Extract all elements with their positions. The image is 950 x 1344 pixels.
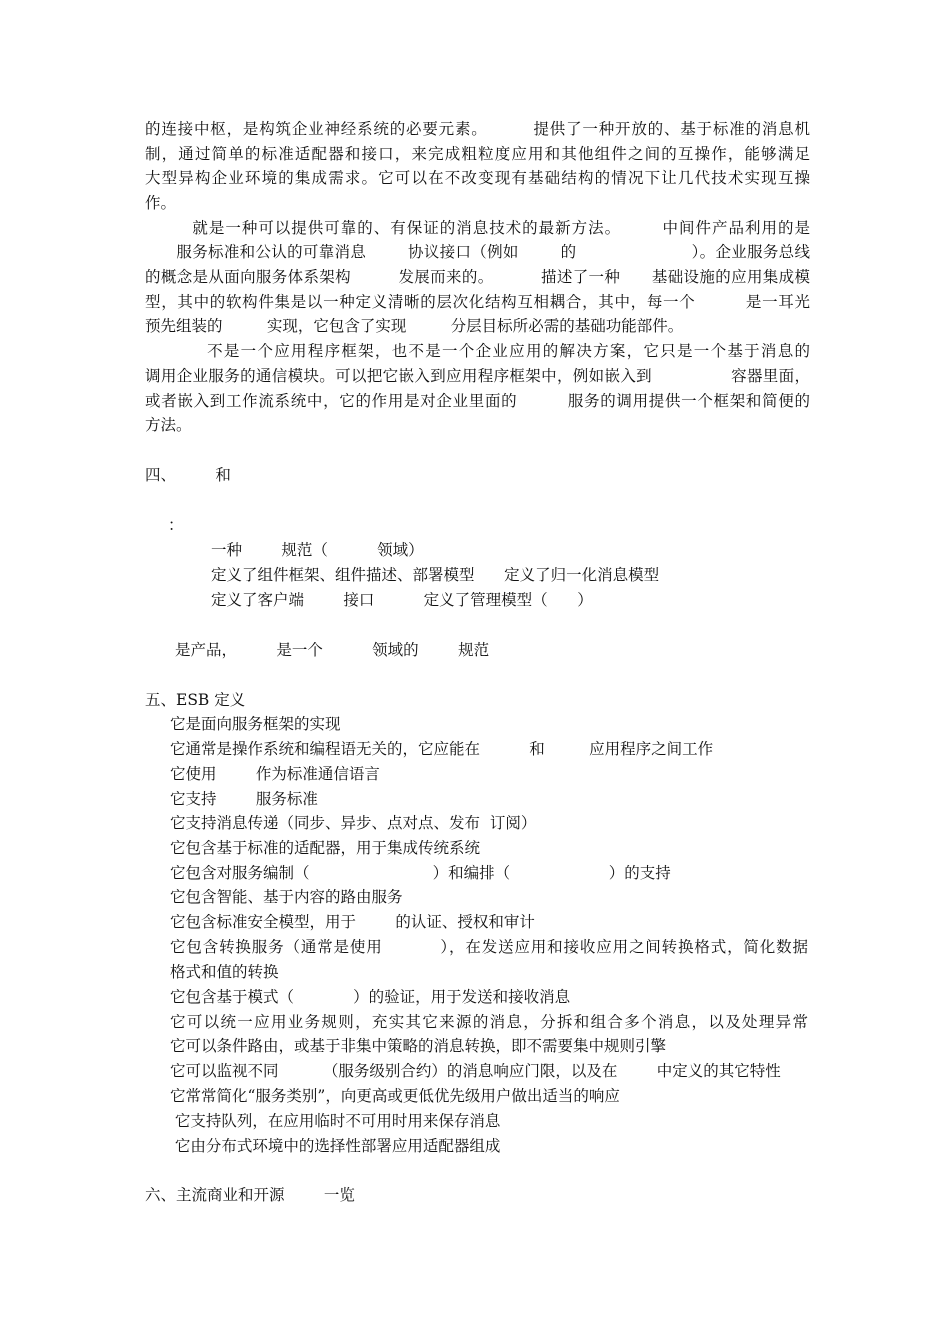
list-item: 它包含基于标准的适配器，用于集成传统系统 xyxy=(170,839,481,857)
list-item: 它支持队列，在应用临时不可用时用来保存消息 xyxy=(170,1112,501,1130)
colon-marker: ： xyxy=(168,516,184,534)
paragraph-line: 型，其中的软构件集是以一种定义清晰的层次化结构互相耦合，其中，每一个 是一耳光 xyxy=(145,293,810,311)
list-item: 一种 规范（ 领域） xyxy=(211,541,424,559)
paragraph-line: 或者嵌入到工作流系统中，它的作用是对企业里面的 服务的调用提供一个框架和简便的 xyxy=(145,392,810,410)
paragraph-line: 作。 xyxy=(145,194,177,212)
section-heading: 五、ESB 定义 xyxy=(145,691,246,709)
paragraph-line: 制，通过简单的标准适配器和接口，来完成粗粒度应用和其他组件之间的互操作，能够满足 xyxy=(145,145,810,163)
list-item: 它可以监视不同 （服务级别合约）的消息响应门限，以及在 中定义的其它特性 xyxy=(170,1062,781,1080)
paragraph-line: 方法。 xyxy=(145,416,192,434)
list-item: 定义了组件框架、组件描述、部署模型 定义了归一化消息模型 xyxy=(211,566,660,584)
paragraph-line: 的连接中枢，是构筑企业神经系统的必要元素。 提供了一种开放的、基于标准的消息机 xyxy=(145,120,810,138)
paragraph-line: 的概念是从面向服务体系架构 发展而来的。 描述了一种 基础设施的应用集成模 xyxy=(145,268,810,286)
list-item: 它包含智能、基于内容的路由服务 xyxy=(170,888,403,906)
list-item: 它包含基于模式（ ）的验证，用于发送和接收消息 xyxy=(170,988,571,1006)
list-item: 它由分布式环境中的选择性部署应用适配器组成 xyxy=(170,1137,501,1155)
paragraph-line: 调用企业服务的通信模块。可以把它嵌入到应用程序框架中，例如嵌入到 容器里面， xyxy=(145,367,810,385)
list-item: 它通常是操作系统和编程语无关的，它应能在 和 应用程序之间工作 xyxy=(170,740,714,758)
list-item: 它包含对服务编制（ ）和编排（ ）的支持 xyxy=(170,864,671,882)
list-item: 它包含标准安全模型，用于 的认证、授权和审计 xyxy=(170,913,535,931)
list-item: 它使用 作为标准通信语言 xyxy=(170,765,380,783)
list-item: 它可以条件路由，或基于非集中策略的消息转换，即不需要集中规则引擎 xyxy=(170,1037,667,1055)
list-item: 格式和值的转换 xyxy=(170,963,279,981)
list-item: 它可以统一应用业务规则，充实其它来源的消息，分拆和组合多个消息，以及处理异常 xyxy=(170,1013,808,1031)
list-item: 它包含转换服务（通常是使用 ），在发送应用和接收应用之间转换格式，简化数据 xyxy=(170,938,808,956)
list-item: 定义了客户端 接口 定义了管理模型（ ） xyxy=(211,591,593,609)
section-heading: 六、主流商业和开源 一览 xyxy=(145,1186,355,1204)
list-item: 它常常简化“服务类别”，向更高或更低优先级用户做出适当的响应 xyxy=(170,1087,620,1105)
paragraph-line: 服务标准和公认的可靠消息 协议接口（例如 的 ）。企业服务总线 xyxy=(145,243,810,261)
list-item: 它支持消息传递（同步、异步、点对点、发布 订阅） xyxy=(170,814,537,832)
paragraph-line: 不是一个应用程序框架，也不是一个企业应用的解决方案，它只是一个基于消息的 xyxy=(145,342,810,360)
list-item: 它是面向服务框架的实现 xyxy=(170,715,341,733)
paragraph-line: 就是一种可以提供可靠的、有保证的消息技术的最新方法。 中间件产品利用的是 xyxy=(145,219,810,237)
list-item: 它支持 服务标准 xyxy=(170,790,318,808)
section-note: 是产品， 是一个 领域的 规范 xyxy=(175,641,490,659)
paragraph-line: 预先组装的 实现，它包含了实现 分层目标所必需的基础功能部件。 xyxy=(145,317,684,335)
section-heading: 四、 和 xyxy=(145,466,231,484)
paragraph-line: 大型异构企业环境的集成需求。它可以在不改变现有基础结构的情况下让几代技术实现互操 xyxy=(145,169,810,187)
